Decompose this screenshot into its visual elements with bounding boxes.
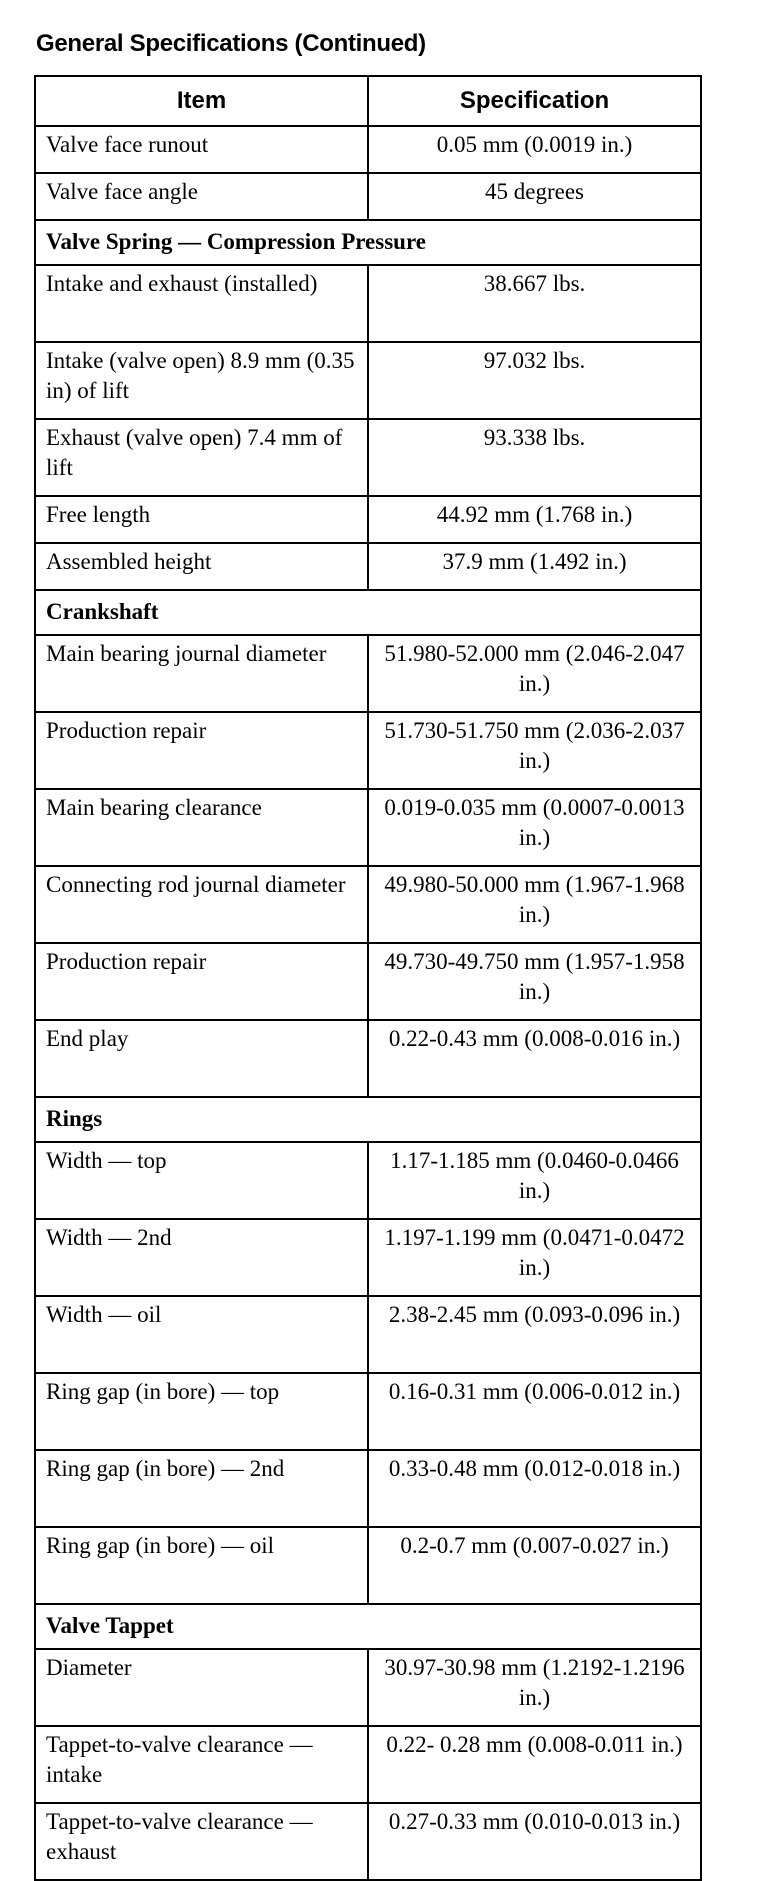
spec-cell: 51.730-51.750 mm (2.036-2.037 in.) (368, 712, 701, 789)
section-row (35, 590, 701, 635)
spec-cell: 1.17-1.185 mm (0.0460-0.0466 in.) (368, 1142, 701, 1219)
table-row (35, 635, 701, 712)
spec-cell: 97.032 lbs. (368, 342, 701, 419)
item-cell: Ring gap (in bore) — 2nd (35, 1450, 368, 1527)
column-header-specification: Specification (368, 76, 701, 126)
item-cell: Intake and exhaust (installed) (35, 265, 368, 342)
spec-cell: 49.980-50.000 mm (1.967-1.968 in.) (368, 866, 701, 943)
item-cell: Tappet-to-valve clearance — intake (35, 1726, 368, 1803)
spec-cell: 44.92 mm (1.768 in.) (368, 496, 701, 543)
table-row (35, 1450, 701, 1527)
table-row (35, 866, 701, 943)
table-row (35, 1373, 701, 1450)
table-row (35, 1803, 701, 1880)
item-cell: Diameter (35, 1649, 368, 1726)
item-cell: Tappet-to-valve clearance — exhaust (35, 1803, 368, 1880)
spec-cell: 30.97-30.98 mm (1.2192-1.2196 in.) (368, 1649, 701, 1726)
section-row (35, 1604, 701, 1649)
item-cell: Free length (35, 496, 368, 543)
table-row (35, 126, 701, 173)
table-row (35, 1142, 701, 1219)
table-row (35, 543, 701, 590)
spec-cell: 49.730-49.750 mm (1.957-1.958 in.) (368, 943, 701, 1020)
section-label: Crankshaft (35, 590, 701, 635)
spec-cell: 1.197-1.199 mm (0.0471-0.0472 in.) (368, 1219, 701, 1296)
page-title: General Specifications (Continued) (36, 30, 426, 57)
table-row (35, 789, 701, 866)
table-row (35, 1527, 701, 1604)
spec-cell: 51.980-52.000 mm (2.046-2.047 in.) (368, 635, 701, 712)
spec-cell: 0.33-0.48 mm (0.012-0.018 in.) (368, 1450, 701, 1527)
table-header-row (35, 76, 701, 126)
item-cell: Production repair (35, 943, 368, 1020)
section-label: Valve Spring — Compression Pressure (35, 220, 701, 265)
item-cell: Production repair (35, 712, 368, 789)
item-cell: Exhaust (valve open) 7.4 mm of lift (35, 419, 368, 496)
item-cell: Assembled height (35, 543, 368, 590)
item-cell: Connecting rod journal diameter (35, 866, 368, 943)
spec-table-body (35, 126, 701, 1880)
item-cell: Width — top (35, 1142, 368, 1219)
spec-cell: 0.22- 0.28 mm (0.008-0.011 in.) (368, 1726, 701, 1803)
table-row (35, 1219, 701, 1296)
item-cell: Width — 2nd (35, 1219, 368, 1296)
section-label: Rings (35, 1097, 701, 1142)
spec-cell: 0.27-0.33 mm (0.010-0.013 in.) (368, 1803, 701, 1880)
section-row (35, 1097, 701, 1142)
item-cell: End play (35, 1020, 368, 1097)
section-row (35, 220, 701, 265)
item-cell: Main bearing clearance (35, 789, 368, 866)
item-cell: Main bearing journal diameter (35, 635, 368, 712)
spec-cell: 0.16-0.31 mm (0.006-0.012 in.) (368, 1373, 701, 1450)
table-row (35, 1649, 701, 1726)
spec-cell: 0.019-0.035 mm (0.0007-0.0013 in.) (368, 789, 701, 866)
item-cell: Ring gap (in bore) — top (35, 1373, 368, 1450)
table-row (35, 265, 701, 342)
spec-cell: 93.338 lbs. (368, 419, 701, 496)
item-cell: Valve face angle (35, 173, 368, 220)
item-cell: Valve face runout (35, 126, 368, 173)
spec-cell: 38.667 lbs. (368, 265, 701, 342)
item-cell: Width — oil (35, 1296, 368, 1373)
table-row (35, 1020, 701, 1097)
spec-cell: 0.05 mm (0.0019 in.) (368, 126, 701, 173)
table-row (35, 712, 701, 789)
spec-cell: 2.38-2.45 mm (0.093-0.096 in.) (368, 1296, 701, 1373)
table-row (35, 1296, 701, 1373)
item-cell: Intake (valve open) 8.9 mm (0.35 in) of lift (35, 342, 368, 419)
table-row (35, 496, 701, 543)
spec-cell: 37.9 mm (1.492 in.) (368, 543, 701, 590)
section-label: Valve Tappet (35, 1604, 701, 1649)
table-row (35, 419, 701, 496)
spec-cell: 45 degrees (368, 173, 701, 220)
table-row (35, 1726, 701, 1803)
table-row (35, 943, 701, 1020)
table-row (35, 173, 701, 220)
item-cell: Ring gap (in bore) — oil (35, 1527, 368, 1604)
column-header-item: Item (35, 76, 368, 126)
spec-table (34, 75, 702, 1881)
spec-cell: 0.22-0.43 mm (0.008-0.016 in.) (368, 1020, 701, 1097)
spec-cell: 0.2-0.7 mm (0.007-0.027 in.) (368, 1527, 701, 1604)
table-row (35, 342, 701, 419)
